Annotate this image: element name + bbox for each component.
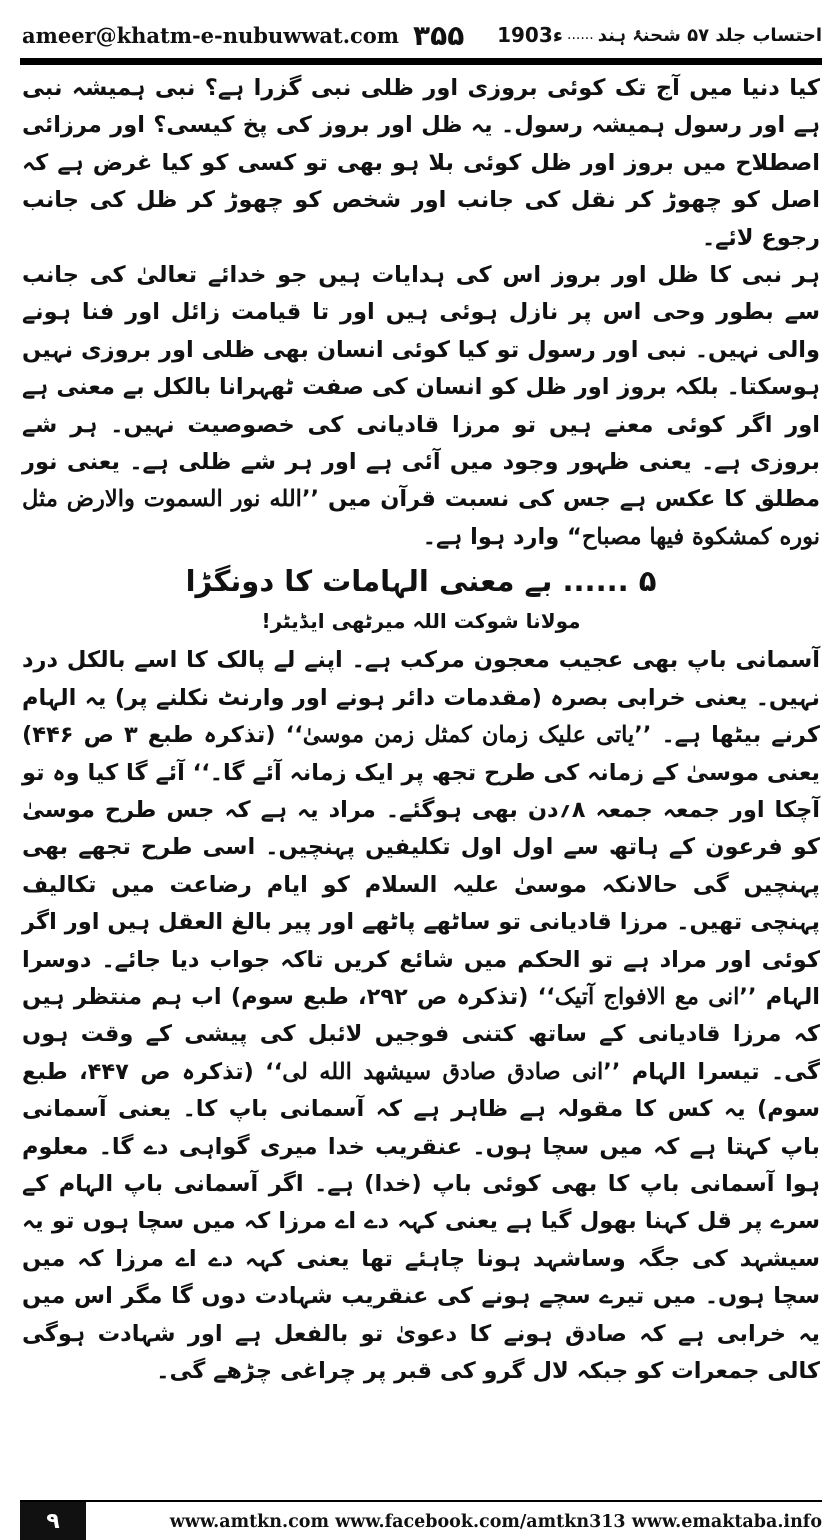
quran-verse: الله نور السموت والارض مثل نوره كمشكوة فيها مصباح [22,486,820,550]
paragraph-2-end: “ وارد ہوا ہے۔ [422,523,582,550]
page-footer [0,1496,840,1540]
footer-page-box: ۹ [20,1502,86,1540]
p3-b: ‘‘ (تذکرہ طبع ۳ ص ۴۴۶) یعنی موسیٰ کے زمانہ کی طرح تجھ پر ایک زمانہ آئے گا۔‘‘ آئے گا کیا وہ تو آچکا اور جمعہ جمعہ ۸؍دن بھی ہوگئے۔ مراد یہ ہے کہ جس طرح موسیٰ کو فرعون کے ہاتھ سے اول اول تکلیفیں پہنچیں۔ اسی طرح تجھے بھی پہنچیں گی حالانکہ موسیٰ علیہ السلام کو ایام رضاعت میں تکالیف پہنچی تھیں۔ مرزا قادیانی تو ساٹھے پاٹھے اور پیر بالغ العقل ہیں اور اگر کوئی اور مراد ہے تو الحکم میں شائع کریں تاکہ جواب دیا جائے۔ دوسرا الہام ’’ [22,722,820,1010]
paragraph-2-text: ہر نبی کا ظل اور بروز اس کی ہدایات ہیں جو خدائے تعالیٰ کی جانب سے بطور وحی اس پر نازل ہوئی ہیں اور تا قیامت زائل اور فنا ہونے والی نہیں۔ نبی اور رسول تو کیا کوئی انسان بھی ظلی اور بروزی نہیں ہوسکتا۔ بلکہ بروز اور ظل کو انسان کی صفت ٹھہرانا بالکل بے معنی ہے اور اگر کوئی معنے ہیں تو مرزا قادیانی کی خصوصیت نہیں۔ ہر شے بروزی ہے۔ یعنی ظہور وجود میں آئی ہے اور ہر شے ظلی ہے۔ یعنی نور مطلق کا عکس ہے جس کی نسبت قرآن میں ’’ [22,262,820,513]
ilham-1: یاتی علیک زمان کمثل زمن موسیٰ [302,722,635,749]
header-year: 1903ء [497,23,563,47]
paragraph-1: کیا دنیا میں آج تک کوئی بروزی اور ظلی نبی گزرا ہے؟ نبی ہمیشہ نبی ہے اور رسول ہمیشہ رسول۔ یہ ظل اور بروز کی پخ کیسی؟ اور مرزائی اصطلاح میں بروز اور ظل کوئی بلا ہو بھی تو کسی کو کیا غرض ہے کہ اصل کو چھوڑ کر نقل کی جانب اور شخص کو چھوڑ کر ظل کی جانب رجوع لائے۔ [22,75,820,251]
ilham-3: انی صادق صادق سیشهد الله لی [282,1058,604,1085]
page-body [22,70,820,1390]
paragraph-3 [22,642,820,1390]
header-dots: ...... [567,27,594,43]
header-left [22,19,464,52]
footer-links: www.amtkn.com www.facebook.com/amtkn313 www.emaktaba.info [169,1512,822,1532]
header-title: احتساب جلد ۵۷ شحنۂ ہند [597,24,822,46]
p3-d: ‘‘ (تذکرہ ص ۴۴۷، طبع سوم) یہ کس کا مقولہ ہے ظاہر ہے کہ آسمانی باپ کا۔ یعنی آسمانی باپ کہتا ہے کہ میں سچا ہوں۔ عنقریب خدا میری گواہی دے گا۔ معلوم ہوا آسمانی باپ کا بھی کوئی باپ (خدا) ہے۔ اگر آسمانی باپ الہام کے سرے پر قل کہنا بھول گیا ہے یعنی کہہ دے اے مرزا کہ میں سچا ہوں تو یہ سیشہد کی جگہ وساشہد ہونا چاہئے تھا یعنی کہہ دے اے مرزا کہ میں سچا ہوں۔ میں تیرے سچے ہونے کی عنقریب شہادت دوں گا مگر اس میں یہ خرابی ہے کہ صادق ہونے کا دعویٰ تو بالفعل ہے اور شہادت ہوگی کالی جمعرات کو جبکہ لال گرو کی قبر پر چراغی چڑھے گی۔ [22,1058,820,1384]
ilham-2: انی مع الافواج آتیک [554,983,740,1010]
header-rule [20,58,822,65]
footer-rule [20,1500,822,1502]
header-email: ameer@khatm-e-nubuwwat.com [22,22,400,48]
p3-a: آسمانی باپ بھی عجیب معجون مرکب ہے۔ اپنے لے پالک کا اسے بالکل درد نہیں۔ یعنی خرابی بصرہ (مقدمات دائر ہونے اور وارنٹ نکلنے پر) یہ الہام کرنے بیٹھا ہے۔ ’’ [22,647,820,749]
page-header [22,18,822,52]
header-book-title [497,23,822,47]
header-page-number: ۳۵۵ [413,18,465,52]
section-subheading: مولانا شوکت اللہ میرٹھی ایڈیٹر! [261,609,581,634]
paragraph-2 [22,257,820,556]
section-heading: ۵ ...... بے معنی الہامات کا دونگڑا [185,564,657,599]
p3-c: ‘‘ (تذکرہ ص ۲۹۲، طبع سوم) اب ہم منتظر ہیں کہ مرزا قادیانی کے ساتھ کتنی فوجیں لائبل کی پیشی کے وقت ہوں گی۔ تیسرا الہام ’’ [22,983,820,1085]
